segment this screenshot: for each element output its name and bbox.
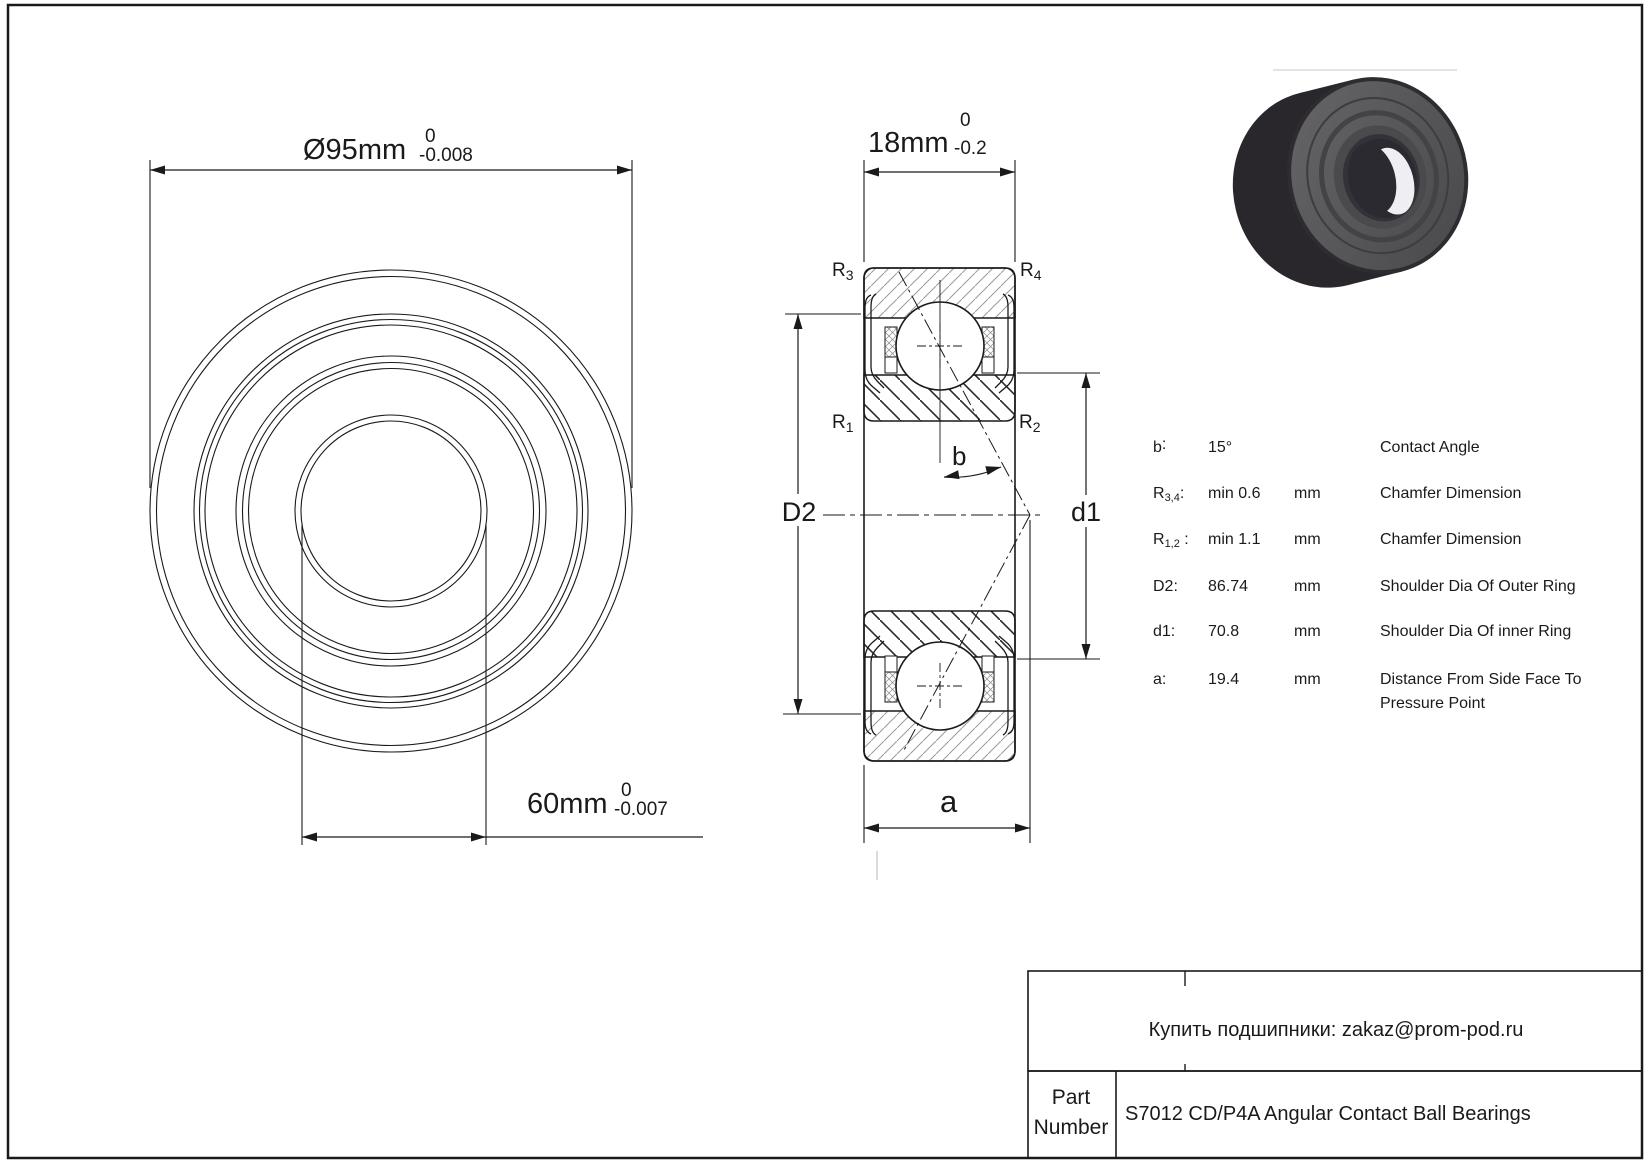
spec-row-desc-line2: Pressure Point [1380, 695, 1485, 712]
part-number-label-line1: Part [1051, 1086, 1091, 1109]
spec-row-desc: Distance From Side Face To [1380, 671, 1582, 688]
section-width-dimension [864, 110, 1015, 262]
bore-tolerance-lower: -0.007 [614, 799, 668, 820]
spec-row-label: a: [1153, 671, 1167, 688]
width-tolerance-upper: 0 [960, 110, 971, 131]
r2-label: $R_2$ [1019, 412, 1041, 435]
spec-row-value: 70.8 [1208, 623, 1240, 640]
spec-row-unit: mm [1294, 671, 1321, 688]
spec-row-value: 15° [1208, 439, 1233, 456]
od-tolerance-lower: -0.008 [419, 145, 473, 166]
spec-row-value: min 1.1 [1208, 531, 1261, 548]
d1-dimension-label: d1 [1070, 497, 1102, 527]
width-tolerance-lower: -0.2 [954, 138, 987, 159]
spec-row-label: d1: [1153, 623, 1176, 640]
bore-tolerance-upper: 0 [621, 780, 632, 801]
spec-row-desc: Chamfer Dimension [1380, 531, 1522, 548]
spec-row-label: R3,4: [1153, 485, 1185, 504]
spec-row-unit: mm [1294, 623, 1321, 640]
spec-row-desc: Contact Angle [1380, 439, 1480, 456]
spec-row-label: R1,2 : [1153, 531, 1189, 550]
spec-row-desc: Shoulder Dia Of inner Ring [1380, 623, 1572, 640]
spec-table [1153, 436, 1582, 712]
r1-label: $R_1$ [832, 412, 854, 435]
d2-dimension-label: D2 [781, 497, 817, 527]
part-number-label-line2: Number [1033, 1116, 1109, 1139]
part-number-value: S7012 CD/P4A Angular Contact Ball Bearings [1125, 1103, 1531, 1125]
front-bore-dimension [302, 525, 703, 845]
spec-row-unit: mm [1294, 485, 1321, 502]
spec-row-desc: Chamfer Dimension [1380, 485, 1522, 502]
spec-row-desc: Shoulder Dia Of Outer Ring [1380, 578, 1576, 595]
front-view [150, 270, 632, 752]
spec-row-value: 86.74 [1208, 578, 1249, 595]
a-dimension-label: a [940, 784, 958, 819]
spec-row-value: 19.4 [1208, 671, 1240, 688]
section-view [786, 268, 1042, 761]
contact-email-text: Купить подшипники: zakaz@prom-pod.ru [1148, 1019, 1524, 1041]
r3-label: $R_3$ [832, 260, 854, 283]
od-dimension-text: Ø95mm [303, 134, 407, 166]
spec-row-label: D2: [1153, 578, 1178, 595]
title-block [1028, 971, 1642, 1158]
spec-row-unit: mm [1294, 531, 1321, 548]
spec-row-unit: mm [1294, 578, 1321, 595]
spec-row-label: b: [1153, 436, 1167, 456]
spec-row-value: min 0.6 [1208, 485, 1261, 502]
bore-dimension-text: 60mm [527, 788, 608, 820]
width-dimension-text: 18mm [868, 127, 949, 159]
bearing-photo [1212, 58, 1489, 307]
contact-angle-label: b [952, 441, 967, 471]
r4-label: $R_4$ [1020, 260, 1042, 283]
od-tolerance-upper: 0 [425, 126, 436, 147]
d2-dimension [778, 314, 861, 714]
